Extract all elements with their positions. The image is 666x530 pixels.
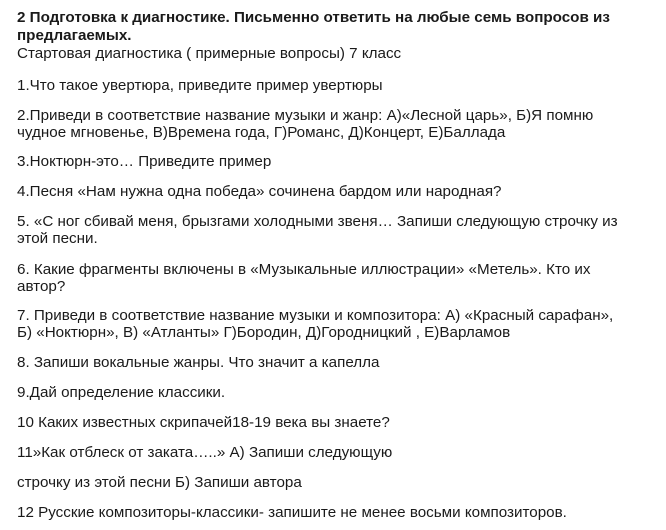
question-9: 9.Дай определение классики. — [17, 384, 226, 401]
question-7-line-1: 7. Приведи в соответствие название музыки и композитора: А) «Красный сарафан», — [17, 307, 614, 324]
question-2-line-1: 2.Приведи в соответствие название музыки и жанр: А)«Лесной царь», Б)Я помню — [17, 107, 594, 124]
question-6-line-2: автор? — [17, 278, 66, 295]
question-5-line-1: 5. «С ног сбивай меня, брызгами холодными звеня… Запиши следующую строчку из — [17, 213, 618, 230]
question-10: 10 Каких известных скрипачей18-19 века вы знаете? — [17, 414, 390, 431]
question-1: 1.Что такое увертюра, приведите пример увертюры — [17, 77, 383, 94]
question-7-line-2: Б) «Ноктюрн», В) «Атланты» Г)Бородин, Д)Городницкий , Е)Варламов — [17, 324, 511, 341]
subtitle: Стартовая диагностика ( примерные вопросы) 7 класс — [17, 45, 402, 62]
heading-line-1: 2 Подготовка к диагностике. Письменно ответить на любые семь вопросов из — [17, 9, 610, 26]
heading-line-2: предлагаемых. — [17, 27, 132, 44]
question-12: 12 Русские композиторы-классики- запишите не менее восьми композиторов. — [17, 504, 567, 521]
question-2-line-2: чудное мгновенье, В)Времена года, Г)Романс, Д)Концерт, Е)Баллада — [17, 124, 506, 141]
question-6-line-1: 6. Какие фрагменты включены в «Музыкальные иллюстрации» «Метель». Кто их — [17, 261, 591, 278]
question-3: 3.Ноктюрн-это… Приведите пример — [17, 153, 272, 170]
question-11: 11»Как отблеск от заката…..» А) Запиши следующую — [17, 444, 393, 461]
question-11-continuation: строчку из этой песни Б) Запиши автора — [17, 474, 302, 491]
question-5-line-2: этой песни. — [17, 230, 98, 247]
question-4: 4.Песня «Нам нужна одна победа» сочинена бардом или народная? — [17, 183, 502, 200]
question-8: 8. Запиши вокальные жанры. Что значит а капелла — [17, 354, 380, 371]
